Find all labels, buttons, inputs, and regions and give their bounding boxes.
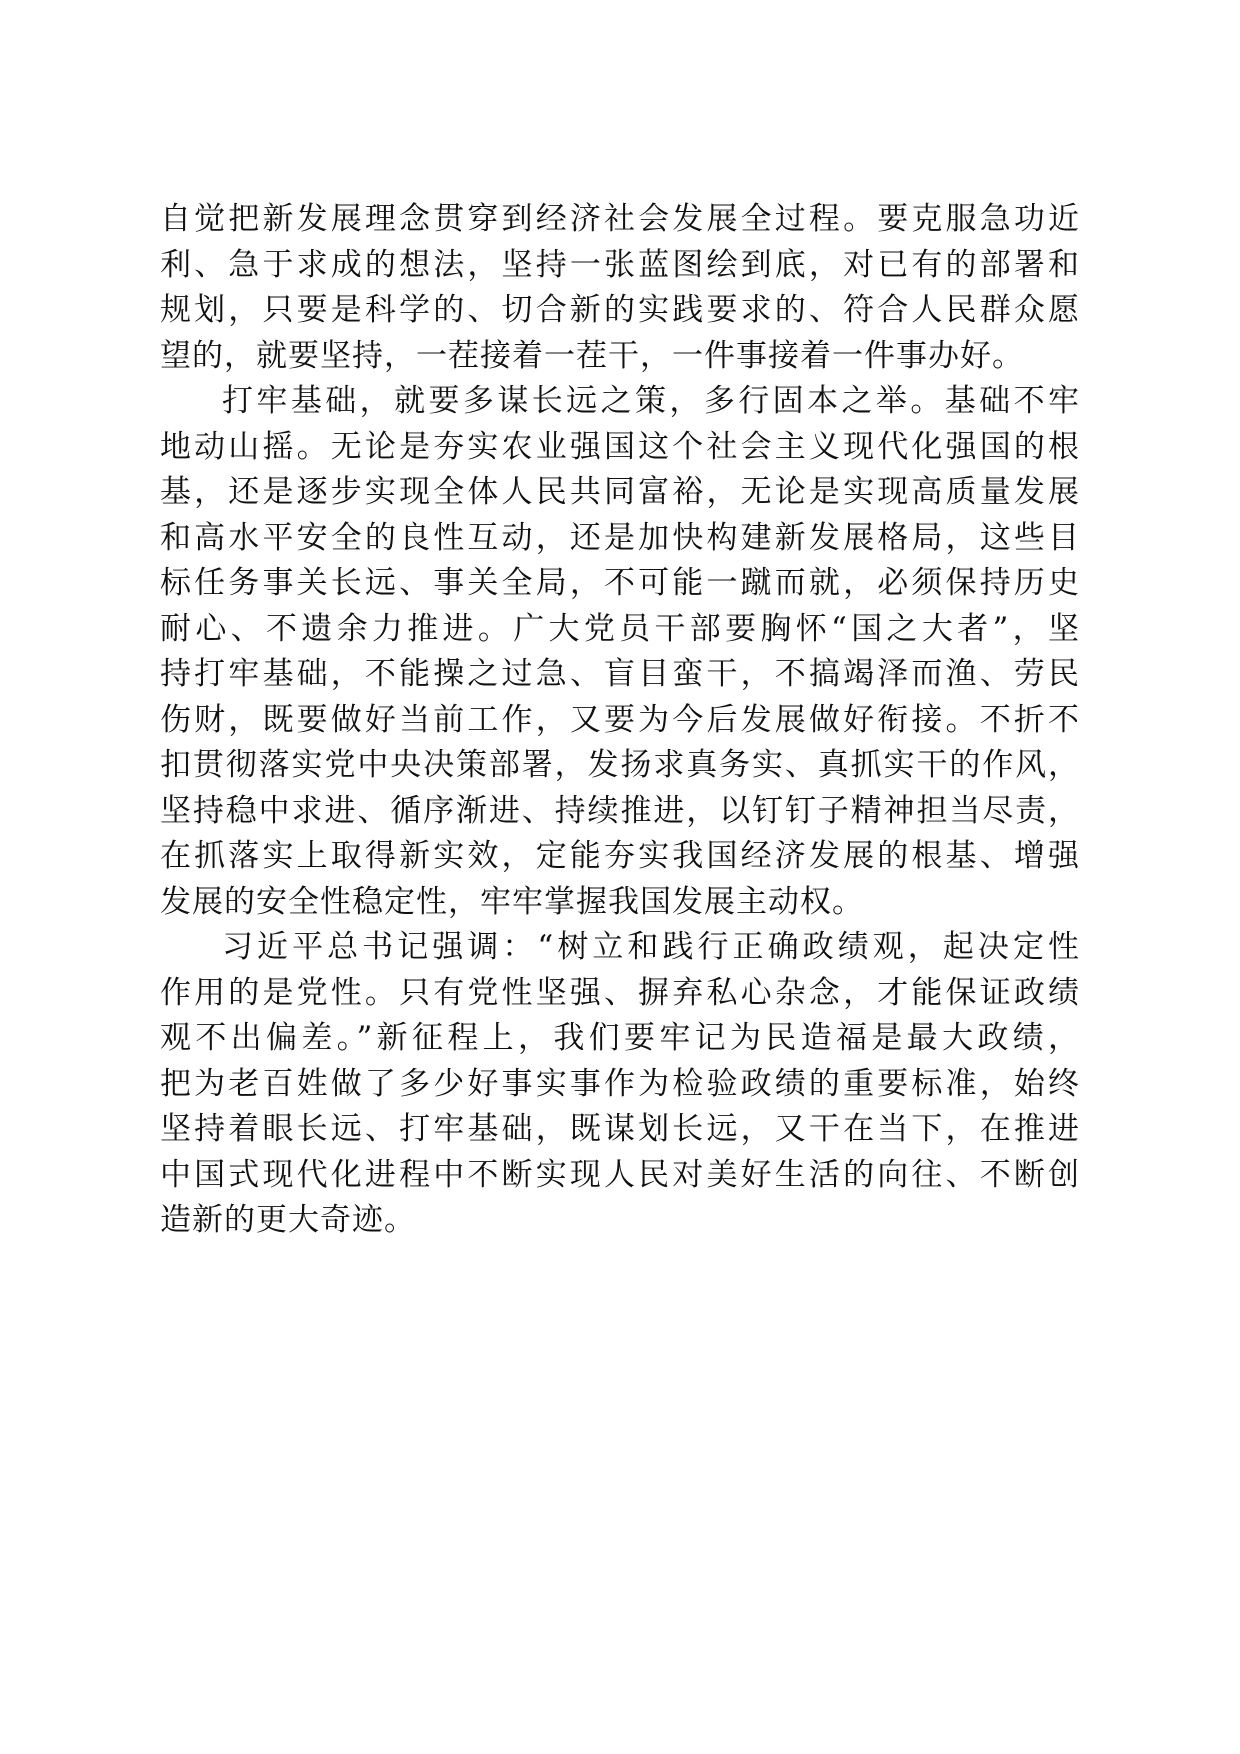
text-line: 自觉把新发展理念贯穿到经济社会发展全过程。要克服急功近 — [160, 201, 1080, 237]
text-line: 和高水平安全的良性互动，还是加快构建新发展格局，这些目 — [160, 519, 1080, 556]
text-line: 发展的安全性稳定性，牢牢掌握我国发展主动权。 — [160, 883, 864, 920]
text-line: 耐心、不遗余力推进。广大党员干部要胸怀“国之大者”，坚 — [160, 610, 1080, 647]
text-line: 望的，就要坚持，一茬接着一茬干，一件事接着一件事办好。 — [160, 337, 1024, 374]
text-line: 在抓落实上取得新实效，定能夯实我国经济发展的根基、增强 — [160, 838, 1080, 874]
text-line: 作用的是党性。只有党性坚强、摒弃私心杂念，才能保证政绩 — [160, 974, 1080, 1011]
paragraph-1 — [160, 197, 1080, 379]
text-line: 观不出偏差。”新征程上，我们要牢记为民造福是最大政绩， — [160, 1020, 1080, 1056]
text-line: 坚持稳中求进、循序渐进、持续推进，以钉钉子精神担当尽责， — [160, 792, 1080, 829]
text-line: 利、急于求成的想法，坚持一张蓝图绘到底，对已有的部署和 — [160, 246, 1080, 283]
text-line: 基，还是逐步实现全体人民共同富裕，无论是实现高质量发展 — [160, 474, 1080, 510]
text-line: 规划，只要是科学的、切合新的实践要求的、符合人民群众愿 — [160, 292, 1080, 328]
text-line: 伤财，既要做好当前工作，又要为今后发展做好衔接。不折不 — [160, 701, 1080, 738]
text-line: 把为老百姓做了多少好事实事作为检验政绩的重要标准，始终 — [160, 1065, 1080, 1102]
text-line: 持打牢基础，不能操之过急、盲目蛮干，不搞竭泽而渔、劳民 — [160, 656, 1080, 692]
text-line: 标任务事关长远、事关全局，不可能一蹴而就，必须保持历史 — [160, 565, 1080, 601]
paragraph-3 — [160, 925, 1080, 1244]
text-line: 坚持着眼长远、打牢基础，既谋划长远，又干在当下，在推进 — [160, 1111, 1080, 1147]
paragraph-2 — [160, 379, 1080, 925]
text-line: 地动山摇。无论是夯实农业强国这个社会主义现代化强国的根 — [160, 428, 1080, 465]
text-line: 扣贯彻落实党中央决策部署，发扬求真务实、真抓实干的作风， — [160, 747, 1080, 783]
text-line: 习近平总书记强调：“树立和践行正确政绩观，起决定性 — [222, 929, 1080, 965]
text-line: 造新的更大奇迹。 — [160, 1202, 416, 1238]
text-line: 中国式现代化进程中不断实现人民对美好生活的向往、不断创 — [160, 1156, 1080, 1193]
text-line: 打牢基础，就要多谋长远之策，多行固本之举。基础不牢 — [222, 383, 1080, 419]
document-body — [160, 197, 1080, 1244]
